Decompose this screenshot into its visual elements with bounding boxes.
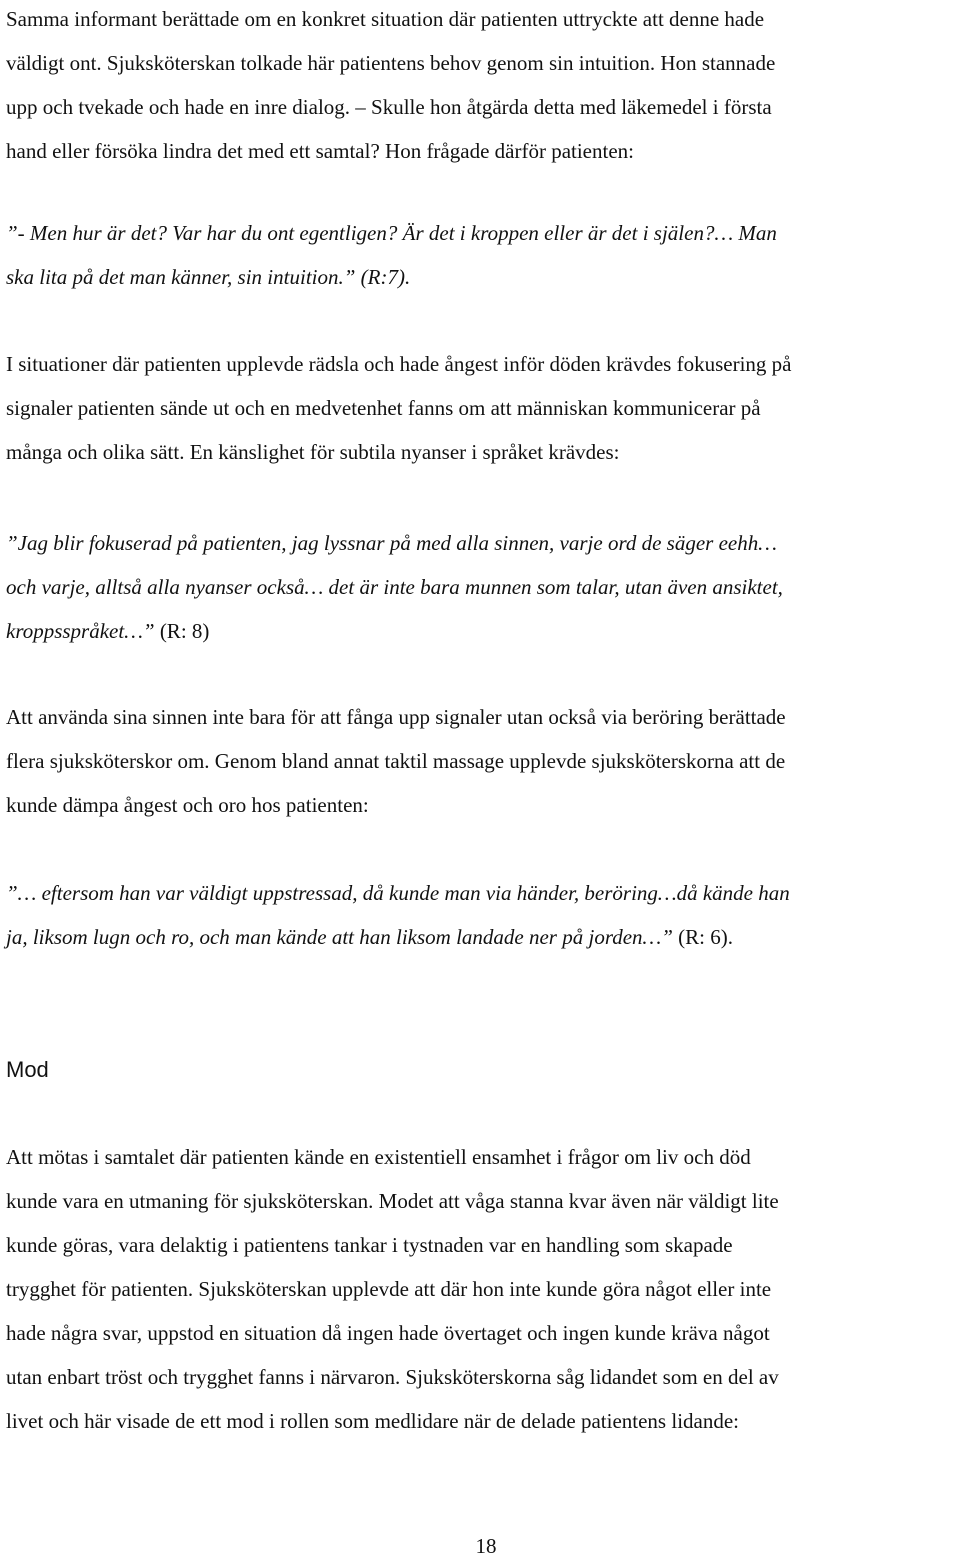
paragraph-1 <box>6 0 956 173</box>
quote-line: och varje, alltså alla nyanser också… det är inte bara munnen som talar, utan även ansiktet, <box>6 575 783 599</box>
text-line: väldigt ont. Sjuksköterskan tolkade här patientens behov genom sin intuition. Hon stannade <box>6 51 776 75</box>
paragraph-2 <box>6 342 956 474</box>
quote-reference: (R: 8) <box>159 619 210 643</box>
text-line: många och olika sätt. En känslighet för subtila nyanser i språket krävdes: <box>6 440 620 464</box>
text-line: Samma informant berättade om en konkret situation där patienten uttryckte att denne hade <box>6 7 765 31</box>
text-line: Att använda sina sinnen inte bara för att fånga upp signaler utan också via beröring berättade <box>6 705 786 729</box>
quote-text: kroppsspråket…” <box>6 619 155 643</box>
quote-line <box>6 915 956 959</box>
quote-line: ”Jag blir fokuserad på patienten, jag lyssnar på med alla sinnen, varje ord de säger eehh… <box>6 531 777 555</box>
text-line: trygghet för patienten. Sjuksköterskan upplevde att där hon inte kunde göra något eller inte <box>6 1277 772 1301</box>
text-line: I situationer där patienten upplevde rädsla och hade ångest inför döden krävdes fokusering på <box>6 352 792 376</box>
text-line: hand eller försöka lindra det med ett samtal? Hon frågade därför patienten: <box>6 139 634 163</box>
text-line: hade några svar, uppstod en situation då ingen hade övertaget och ingen kunde kräva något <box>6 1321 770 1345</box>
quote-1 <box>6 211 956 299</box>
quote-reference: (R: 6). <box>678 925 733 949</box>
paragraph-4 <box>6 1135 956 1443</box>
quote-line <box>6 609 956 653</box>
quote-line: ska lita på det man känner, sin intuition.” (R:7). <box>6 265 411 289</box>
quote-line: ”- Men hur är det? Var har du ont egentligen? Är det i kroppen eller är det i själen?… Man <box>6 221 777 245</box>
section-heading: Mod <box>6 1057 49 1082</box>
text-line: upp och tvekade och hade en inre dialog. – Skulle hon åtgärda detta med läkemedel i första <box>6 95 772 119</box>
quote-2 <box>6 521 956 653</box>
page-number: 18 <box>475 1534 497 1558</box>
text-line: signaler patienten sände ut och en medvetenhet fanns om att människan kommunicerar på <box>6 396 761 420</box>
text-line: flera sjuksköterskor om. Genom bland annat taktil massage upplevde sjuksköterskorna att de <box>6 749 786 773</box>
quote-line: ”… eftersom han var väldigt uppstressad, då kunde man via händer, beröring…då kände han <box>6 881 790 905</box>
quote-text: ja, liksom lugn och ro, och man kände att han liksom landade ner på jorden…” <box>6 925 673 949</box>
text-line: kunde vara en utmaning för sjuksköterskan. Modet att våga stanna kvar även när väldigt lite <box>6 1189 779 1213</box>
paragraph-3 <box>6 695 956 827</box>
quote-3 <box>6 871 956 959</box>
text-line: livet och här visade de ett mod i rollen som medlidare när de delade patientens lidande: <box>6 1409 740 1433</box>
text-line: Att mötas i samtalet där patienten kände en existentiell ensamhet i frågor om liv och död <box>6 1145 751 1169</box>
text-line: utan enbart tröst och trygghet fanns i närvaron. Sjuksköterskorna såg lidandet som en del av <box>6 1365 779 1389</box>
text-line: kunde dämpa ångest och oro hos patienten: <box>6 793 369 817</box>
text-line: kunde göras, vara delaktig i patientens tankar i tystnaden var en handling som skapade <box>6 1233 733 1257</box>
